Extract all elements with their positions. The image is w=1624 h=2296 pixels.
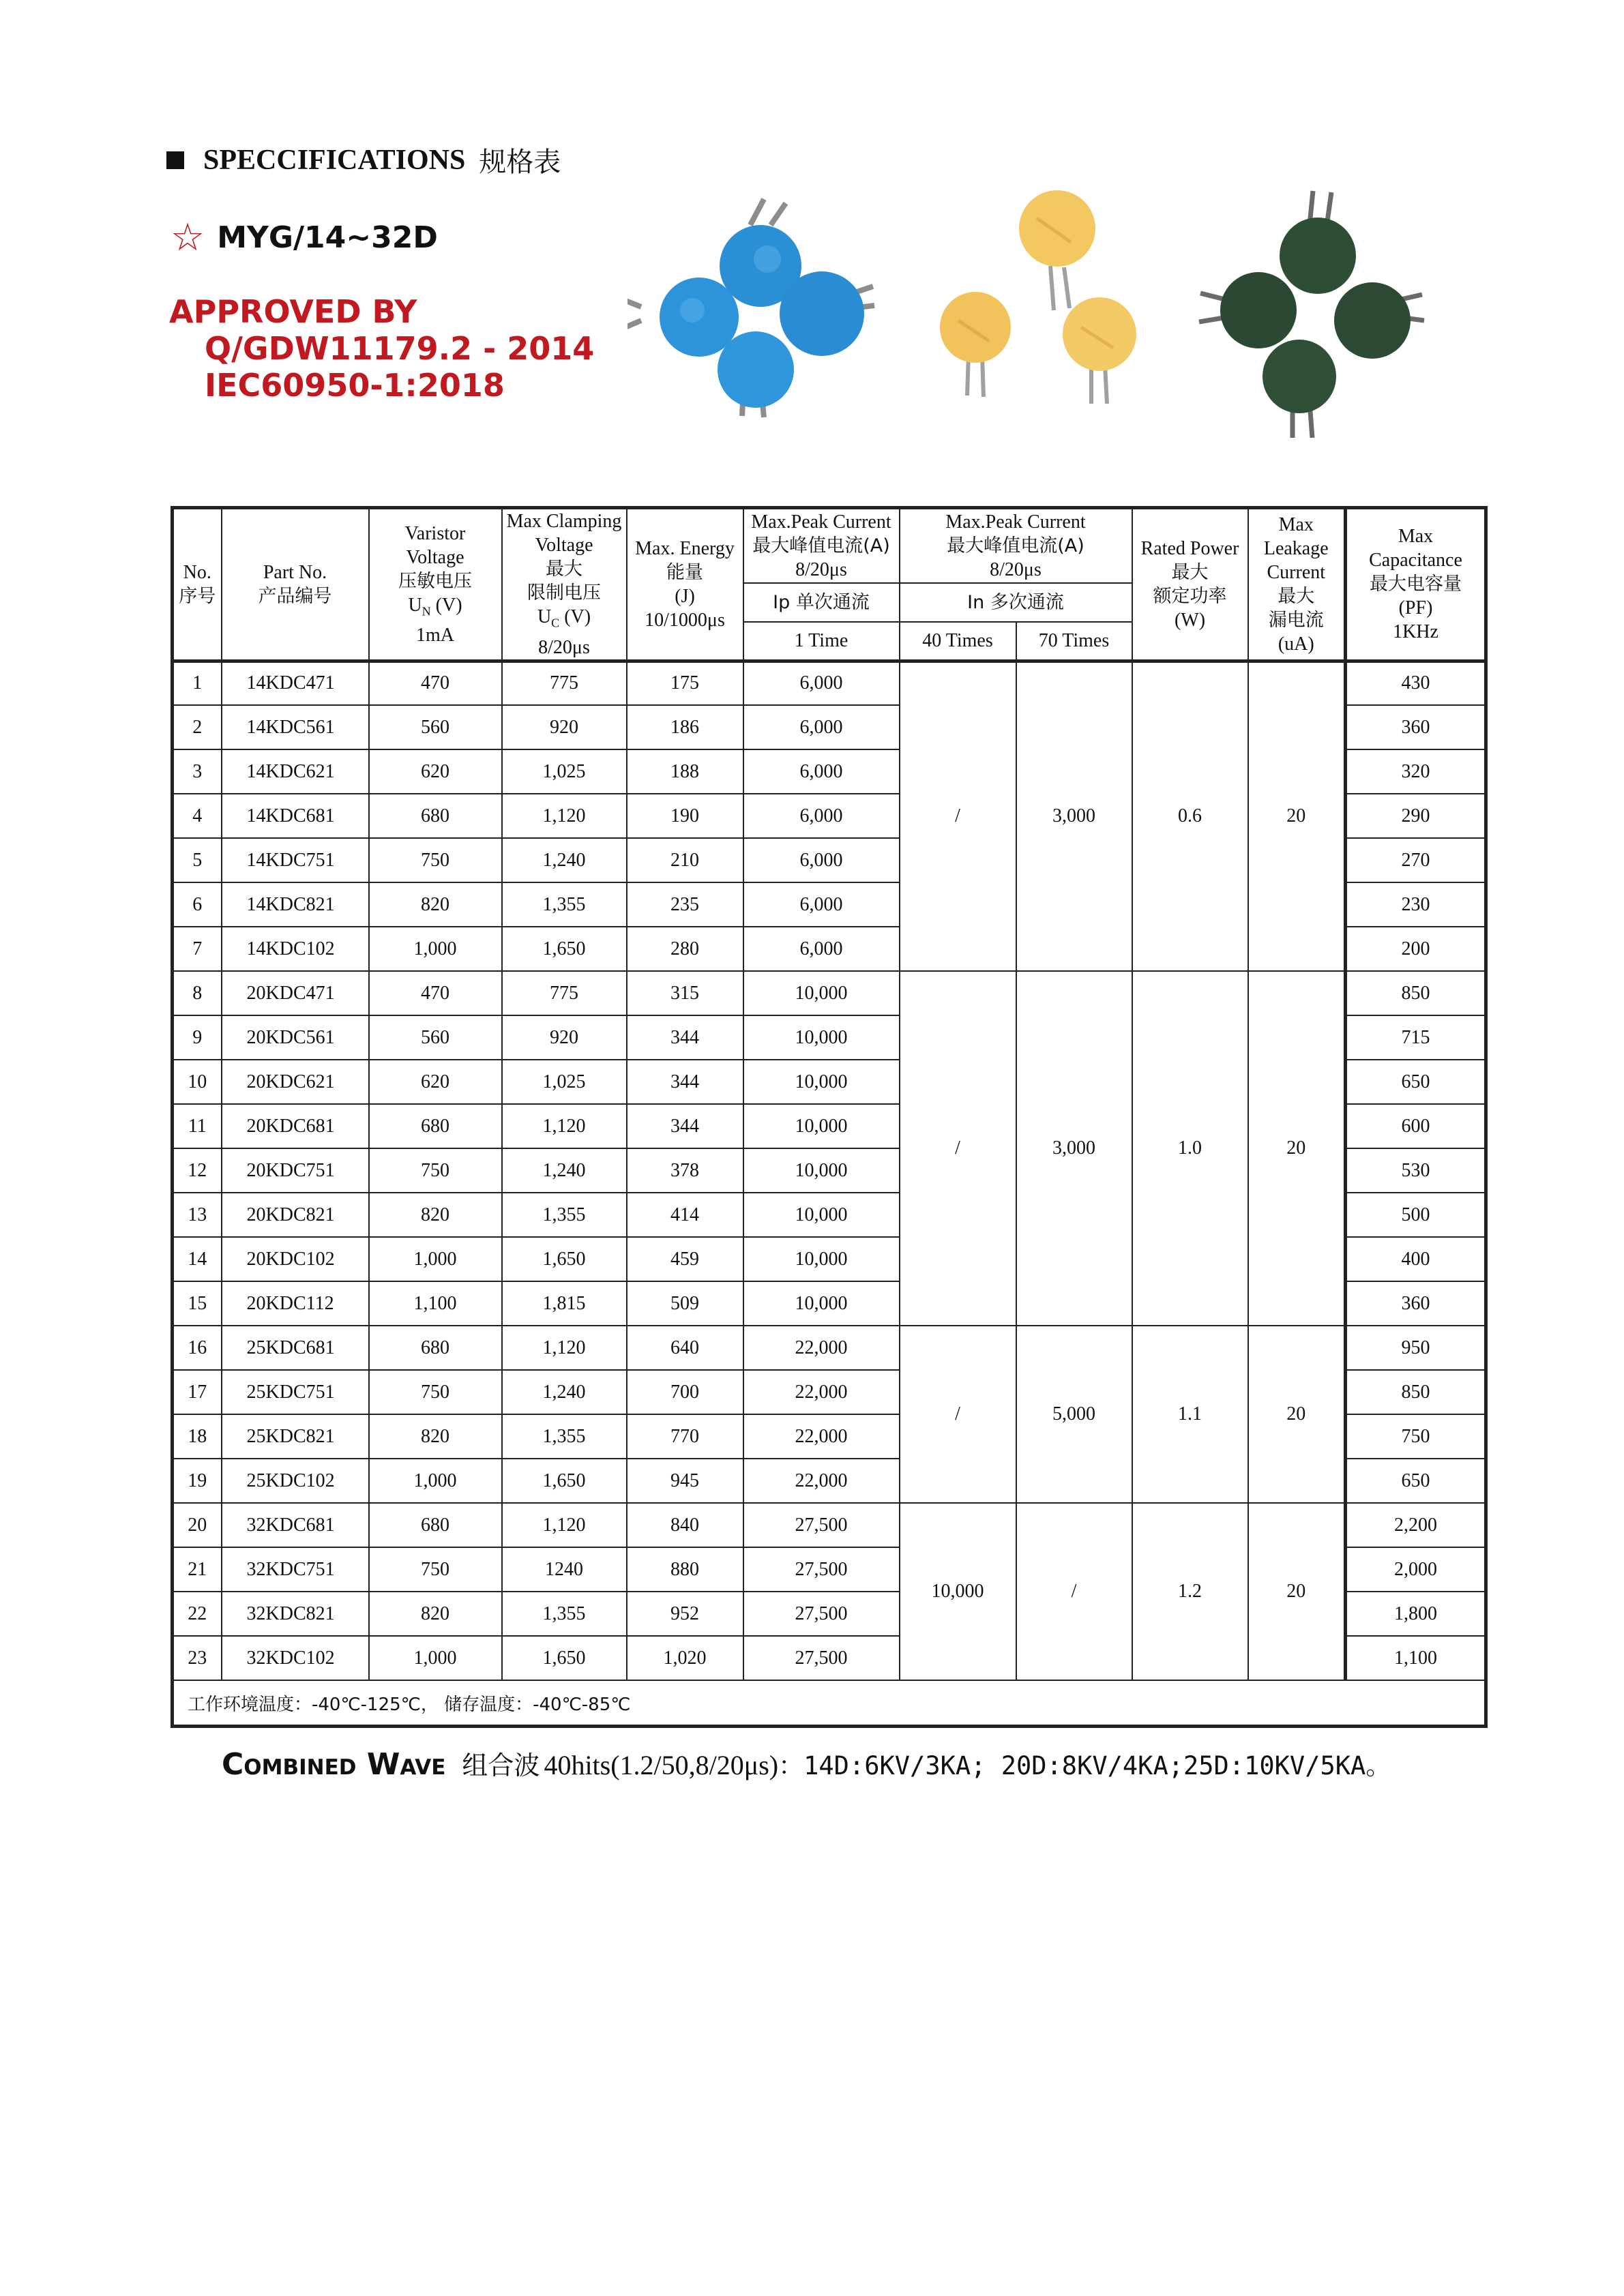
col-ip-subheader: Ip 单次通流 (743, 583, 900, 622)
cell-energy: 344 (627, 1015, 743, 1060)
cell-group-leak: 20 (1248, 1326, 1346, 1503)
yellow-varistors-image (940, 190, 1136, 404)
col-clamping-voltage-header: Max Clamping Voltage 最大 限制电压 $U_C$ (V) 8/20μs (502, 508, 627, 661)
cell-energy: 344 (627, 1060, 743, 1104)
cell-energy: 459 (627, 1237, 743, 1281)
col-ip-header: Max.Peak Current 最大峰值电流(A) 8/20μs (743, 508, 900, 584)
cell-no: 11 (173, 1104, 222, 1148)
cell-energy: 509 (627, 1281, 743, 1326)
col-part-header: Part No. 产品编号 (222, 508, 369, 661)
cell-energy: 235 (627, 882, 743, 927)
col-in-subheader: In 多次通流 (900, 583, 1132, 622)
cell-part-no: 32KDC681 (222, 1503, 369, 1547)
cell-clamping-voltage: 1,355 (502, 1592, 627, 1636)
cell-capacitance: 320 (1346, 749, 1486, 794)
cell-no: 17 (173, 1370, 222, 1414)
cell-energy: 188 (627, 749, 743, 794)
cell-no: 13 (173, 1193, 222, 1237)
cell-varistor-voltage: 620 (369, 1060, 502, 1104)
table-row (173, 971, 1486, 1015)
cell-capacitance: 850 (1346, 971, 1486, 1015)
section-heading (166, 140, 561, 179)
cell-clamping-voltage: 1,240 (502, 838, 627, 882)
cell-energy: 315 (627, 971, 743, 1015)
cell-energy: 952 (627, 1592, 743, 1636)
cell-no: 6 (173, 882, 222, 927)
spec-table-body (173, 661, 1486, 1727)
cell-part-no: 20KDC751 (222, 1148, 369, 1193)
cell-capacitance: 360 (1346, 705, 1486, 749)
col-energy-header: Max. Energy 能量 (J) 10/1000μs (627, 508, 743, 661)
spec-table (171, 506, 1488, 1728)
cell-clamping-voltage: 775 (502, 971, 627, 1015)
cell-no: 2 (173, 705, 222, 749)
cell-varistor-voltage: 750 (369, 1148, 502, 1193)
cell-part-no: 20KDC561 (222, 1015, 369, 1060)
cell-capacitance: 750 (1346, 1414, 1486, 1459)
col-in-40: 40 Times (900, 622, 1016, 661)
cell-no: 7 (173, 927, 222, 971)
combined-wave-spec: ：14D:6KV/3KA; 20D:8KV/4KA;25D:10KV/5KA。 (778, 1751, 1391, 1780)
cell-varistor-voltage: 820 (369, 882, 502, 927)
cell-energy: 640 (627, 1326, 743, 1370)
approval-block (169, 293, 594, 404)
section-title-cn: 规格表 (479, 147, 561, 178)
cell-part-no: 14KDC102 (222, 927, 369, 971)
cell-clamping-voltage: 1,120 (502, 1326, 627, 1370)
cell-energy: 378 (627, 1148, 743, 1193)
cell-clamping-voltage: 1,650 (502, 1459, 627, 1503)
cell-no: 16 (173, 1326, 222, 1370)
cell-varistor-voltage: 750 (369, 1370, 502, 1414)
cell-no: 12 (173, 1148, 222, 1193)
cell-no: 10 (173, 1060, 222, 1104)
star-icon: ☆ (171, 215, 205, 260)
col-ip-time: 1 Time (743, 622, 900, 661)
cell-energy: 344 (627, 1104, 743, 1148)
col-in-70: 70 Times (1016, 622, 1132, 661)
cell-capacitance: 400 (1346, 1237, 1486, 1281)
cell-no: 23 (173, 1636, 222, 1680)
cell-ip-1time: 27,500 (743, 1547, 900, 1592)
cell-energy: 414 (627, 1193, 743, 1237)
cell-part-no: 20KDC821 (222, 1193, 369, 1237)
cell-ip-1time: 22,000 (743, 1370, 900, 1414)
model-line (171, 215, 438, 260)
cell-capacitance: 230 (1346, 882, 1486, 927)
cell-group-leak: 20 (1248, 971, 1346, 1326)
cell-capacitance: 950 (1346, 1326, 1486, 1370)
cell-varistor-voltage: 470 (369, 661, 502, 705)
cell-part-no: 14KDC561 (222, 705, 369, 749)
cell-no: 3 (173, 749, 222, 794)
temperature-note: 工作环境温度：-40℃-125℃， 储存温度：-40℃-85℃ (173, 1680, 1486, 1727)
cell-ip-1time: 6,000 (743, 794, 900, 838)
combined-wave-label: Combined Wave (222, 1747, 446, 1782)
cell-group-in70: 3,000 (1016, 971, 1132, 1326)
cell-capacitance: 650 (1346, 1060, 1486, 1104)
col-in-header: Max.Peak Current 最大峰值电流(A) 8/20μs (900, 508, 1132, 584)
cell-clamping-voltage: 1,120 (502, 1503, 627, 1547)
cell-group-in40: / (900, 971, 1016, 1326)
cell-varistor-voltage: 1,100 (369, 1281, 502, 1326)
col-leakage-header: Max Leakage Current 最大 漏电流 (uA) (1248, 508, 1346, 661)
cell-clamping-voltage: 1,650 (502, 1237, 627, 1281)
cell-varistor-voltage: 1,000 (369, 1459, 502, 1503)
cell-group-power: 1.0 (1132, 971, 1248, 1326)
combined-wave-cn: 组合波 (462, 1750, 540, 1780)
cell-part-no: 32KDC821 (222, 1592, 369, 1636)
cell-varistor-voltage: 820 (369, 1414, 502, 1459)
section-title: SPECCIFICATIONS (203, 144, 466, 176)
cell-varistor-voltage: 680 (369, 1326, 502, 1370)
cell-varistor-voltage: 620 (369, 749, 502, 794)
cell-group-power: 1.2 (1132, 1503, 1248, 1680)
cell-ip-1time: 10,000 (743, 1281, 900, 1326)
approved-by-label: APPROVED BY (169, 293, 417, 330)
table-row (173, 661, 1486, 705)
cell-group-in70: / (1016, 1503, 1132, 1680)
cell-capacitance: 650 (1346, 1459, 1486, 1503)
cell-no: 9 (173, 1015, 222, 1060)
table-row (173, 1503, 1486, 1547)
cell-ip-1time: 6,000 (743, 927, 900, 971)
cell-energy: 210 (627, 838, 743, 882)
cell-no: 22 (173, 1592, 222, 1636)
cell-energy: 175 (627, 661, 743, 705)
cell-clamping-voltage: 775 (502, 661, 627, 705)
cell-no: 14 (173, 1237, 222, 1281)
cell-energy: 190 (627, 794, 743, 838)
cell-ip-1time: 27,500 (743, 1503, 900, 1547)
cell-no: 21 (173, 1547, 222, 1592)
cell-no: 19 (173, 1459, 222, 1503)
cell-varistor-voltage: 1,000 (369, 1237, 502, 1281)
cell-capacitance: 360 (1346, 1281, 1486, 1326)
cell-capacitance: 430 (1346, 661, 1486, 705)
cell-no: 18 (173, 1414, 222, 1459)
cell-capacitance: 600 (1346, 1104, 1486, 1148)
cell-ip-1time: 22,000 (743, 1326, 900, 1370)
col-capacitance-header: Max Capacitance 最大电容量 (PF) 1KHz (1346, 508, 1486, 661)
cell-no: 5 (173, 838, 222, 882)
cell-clamping-voltage: 1,355 (502, 882, 627, 927)
cell-capacitance: 1,100 (1346, 1636, 1486, 1680)
green-varistors-image (1199, 191, 1424, 438)
cell-energy: 186 (627, 705, 743, 749)
cell-clamping-voltage: 920 (502, 705, 627, 749)
cell-group-in40: / (900, 1326, 1016, 1503)
combined-wave-line (222, 1744, 1391, 1782)
cell-varistor-voltage: 820 (369, 1592, 502, 1636)
cell-part-no: 14KDC751 (222, 838, 369, 882)
cell-clamping-voltage: 1,240 (502, 1370, 627, 1414)
cell-ip-1time: 6,000 (743, 661, 900, 705)
cell-clamping-voltage: 1,120 (502, 794, 627, 838)
cell-no: 8 (173, 971, 222, 1015)
cell-energy: 1,020 (627, 1636, 743, 1680)
cell-ip-1time: 6,000 (743, 838, 900, 882)
cell-no: 4 (173, 794, 222, 838)
cell-part-no: 20KDC681 (222, 1104, 369, 1148)
cell-ip-1time: 27,500 (743, 1592, 900, 1636)
cell-capacitance: 530 (1346, 1148, 1486, 1193)
cell-ip-1time: 27,500 (743, 1636, 900, 1680)
cell-varistor-voltage: 820 (369, 1193, 502, 1237)
cell-varistor-voltage: 470 (369, 971, 502, 1015)
approval-standard-1: Q/GDW11179.2 - 2014 (205, 330, 595, 367)
cell-group-in40: 10,000 (900, 1503, 1016, 1680)
combined-wave-hits: 40hits(1.2/50,8/20μs) (544, 1750, 779, 1780)
cell-capacitance: 500 (1346, 1193, 1486, 1237)
col-varistor-voltage-header: Varistor Voltage 压敏电压 $U_N$ (V) 1mA (369, 508, 502, 661)
cell-ip-1time: 22,000 (743, 1459, 900, 1503)
cell-clamping-voltage: 1240 (502, 1547, 627, 1592)
cell-part-no: 20KDC112 (222, 1281, 369, 1326)
cell-part-no: 14KDC471 (222, 661, 369, 705)
cell-group-in70: 3,000 (1016, 661, 1132, 971)
cell-capacitance: 850 (1346, 1370, 1486, 1414)
cell-varistor-voltage: 560 (369, 1015, 502, 1060)
cell-ip-1time: 10,000 (743, 1237, 900, 1281)
cell-capacitance: 715 (1346, 1015, 1486, 1060)
cell-part-no: 32KDC102 (222, 1636, 369, 1680)
cell-part-no: 20KDC102 (222, 1237, 369, 1281)
cell-part-no: 32KDC751 (222, 1547, 369, 1592)
cell-capacitance: 2,200 (1346, 1503, 1486, 1547)
cell-capacitance: 270 (1346, 838, 1486, 882)
product-photos (628, 184, 1446, 443)
cell-no: 20 (173, 1503, 222, 1547)
cell-clamping-voltage: 1,120 (502, 1104, 627, 1148)
cell-energy: 700 (627, 1370, 743, 1414)
cell-varistor-voltage: 680 (369, 1503, 502, 1547)
col-no-header: No. 序号 (173, 508, 222, 661)
cell-part-no: 25KDC102 (222, 1459, 369, 1503)
cell-energy: 280 (627, 927, 743, 971)
cell-clamping-voltage: 1,355 (502, 1414, 627, 1459)
cell-capacitance: 200 (1346, 927, 1486, 971)
col-power-header: Rated Power 最大 额定功率 (W) (1132, 508, 1248, 661)
cell-capacitance: 1,800 (1346, 1592, 1486, 1636)
note-row (173, 1680, 1486, 1727)
cell-ip-1time: 6,000 (743, 749, 900, 794)
cell-part-no: 20KDC471 (222, 971, 369, 1015)
cell-clamping-voltage: 1,815 (502, 1281, 627, 1326)
cell-varistor-voltage: 1,000 (369, 927, 502, 971)
cell-part-no: 14KDC821 (222, 882, 369, 927)
cell-group-leak: 20 (1248, 661, 1346, 971)
cell-varistor-voltage: 560 (369, 705, 502, 749)
cell-clamping-voltage: 1,025 (502, 749, 627, 794)
approval-standard-2: IEC60950-1:2018 (205, 367, 505, 404)
cell-varistor-voltage: 680 (369, 1104, 502, 1148)
cell-part-no: 14KDC681 (222, 794, 369, 838)
cell-energy: 840 (627, 1503, 743, 1547)
cell-clamping-voltage: 1,355 (502, 1193, 627, 1237)
cell-part-no: 25KDC751 (222, 1370, 369, 1414)
cell-part-no: 25KDC681 (222, 1326, 369, 1370)
cell-clamping-voltage: 1,650 (502, 1636, 627, 1680)
cell-varistor-voltage: 750 (369, 1547, 502, 1592)
cell-clamping-voltage: 1,650 (502, 927, 627, 971)
cell-group-leak: 20 (1248, 1503, 1346, 1680)
cell-part-no: 20KDC621 (222, 1060, 369, 1104)
cell-ip-1time: 10,000 (743, 1148, 900, 1193)
square-bullet-icon (166, 151, 184, 169)
cell-group-in70: 5,000 (1016, 1326, 1132, 1503)
model-name: MYG/14~32D (217, 220, 438, 255)
cell-capacitance: 290 (1346, 794, 1486, 838)
cell-clamping-voltage: 1,025 (502, 1060, 627, 1104)
cell-group-power: 1.1 (1132, 1326, 1248, 1503)
cell-clamping-voltage: 920 (502, 1015, 627, 1060)
cell-ip-1time: 6,000 (743, 882, 900, 927)
cell-varistor-voltage: 1,000 (369, 1636, 502, 1680)
cell-clamping-voltage: 1,240 (502, 1148, 627, 1193)
cell-group-power: 0.6 (1132, 661, 1248, 971)
cell-no: 15 (173, 1281, 222, 1326)
cell-energy: 880 (627, 1547, 743, 1592)
cell-energy: 770 (627, 1414, 743, 1459)
cell-varistor-voltage: 680 (369, 794, 502, 838)
cell-part-no: 25KDC821 (222, 1414, 369, 1459)
cell-ip-1time: 6,000 (743, 705, 900, 749)
table-row (173, 1326, 1486, 1370)
cell-ip-1time: 10,000 (743, 1015, 900, 1060)
cell-group-in40: / (900, 661, 1016, 971)
cell-ip-1time: 10,000 (743, 971, 900, 1015)
cell-ip-1time: 22,000 (743, 1414, 900, 1459)
blue-discs (660, 225, 864, 408)
cell-energy: 945 (627, 1459, 743, 1503)
cell-part-no: 14KDC621 (222, 749, 369, 794)
cell-ip-1time: 10,000 (743, 1060, 900, 1104)
cell-no: 1 (173, 661, 222, 705)
cell-ip-1time: 10,000 (743, 1104, 900, 1148)
cell-capacitance: 2,000 (1346, 1547, 1486, 1592)
cell-varistor-voltage: 750 (369, 838, 502, 882)
cell-ip-1time: 10,000 (743, 1193, 900, 1237)
